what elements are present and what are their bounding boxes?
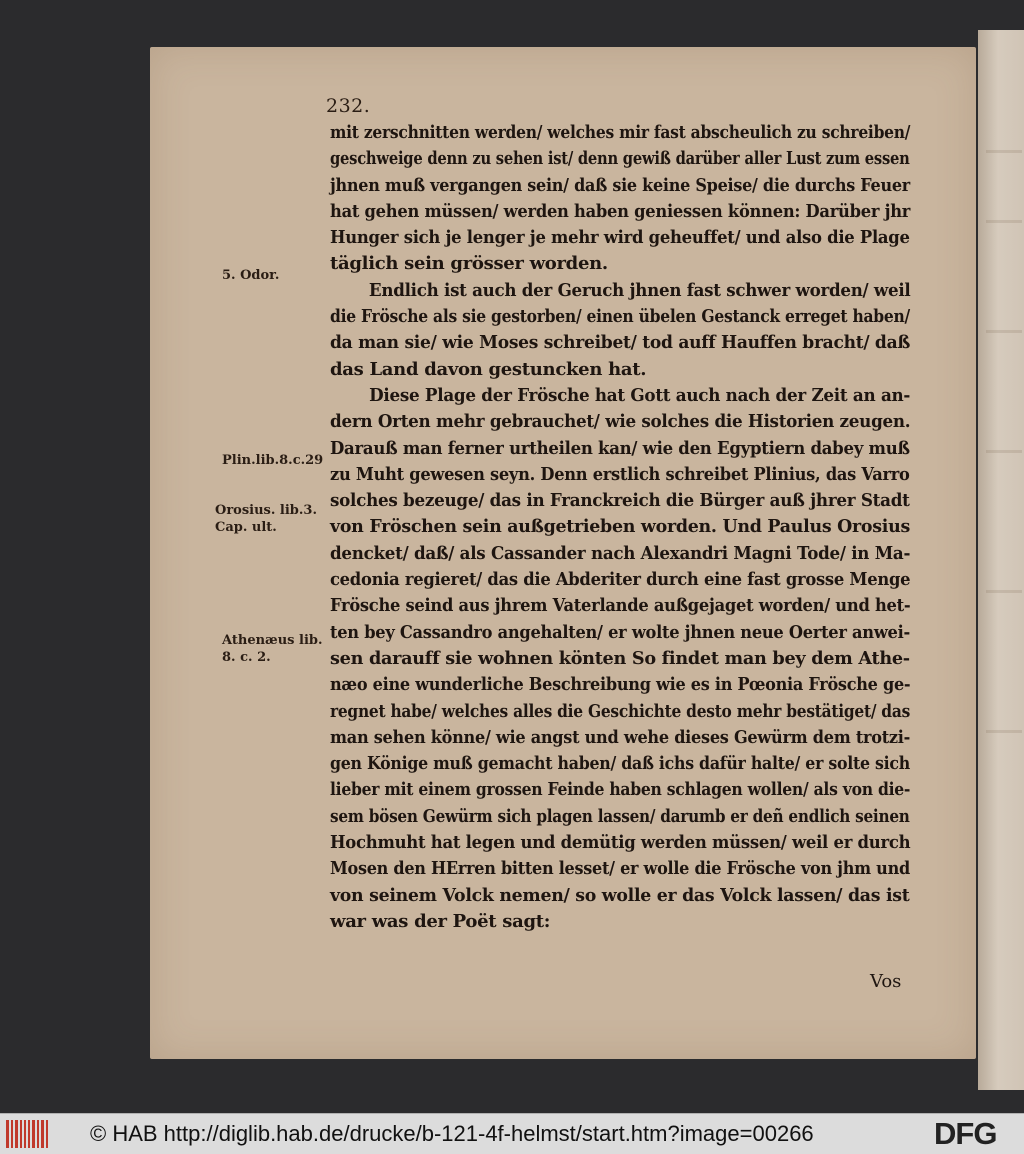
text-line: Hunger sich je lenger je mehr wird geheuffet/ und also die Plage	[330, 227, 910, 249]
bleed-mark	[986, 590, 1022, 593]
text-line: dern Orten mehr gebrauchet/ wie solches die Historien zeugen.	[330, 411, 911, 433]
text-line: dencket/ daß/ als Cassander nach Alexandri Magni Tode/ in Ma-	[330, 542, 911, 564]
text-line: von Fröschen sein außgetrieben worden. Und Paulus Orosius	[330, 516, 910, 538]
text-line: Frösche seind aus jhrem Vaterlande außgejaget worden/ und het-	[330, 595, 911, 617]
main-text-block	[330, 120, 910, 935]
text-line: cedonia regieret/ das die Abderiter durch eine fast grosse Menge	[330, 569, 911, 591]
text-line: solches bezeuge/ das in Franckreich die Bürger auß jhrer Stadt	[330, 490, 910, 512]
text-line: ten bey Cassandro angehalten/ er wolte jhnen neue Oerter anwei-	[330, 621, 910, 643]
bleed-mark	[986, 450, 1022, 453]
margin-note-odor: 5. Odor.	[222, 268, 280, 283]
text-line: zu Muht gewesen seyn. Denn erstlich schreibet Plinius, das Varro	[330, 463, 910, 485]
hab-logo-icon	[6, 1120, 48, 1148]
next-page-edge	[978, 30, 1024, 1090]
text-line: Darauß man ferner urtheilen kan/ wie den Egyptiern dabey muß	[330, 437, 910, 459]
bleed-mark	[986, 150, 1022, 153]
text-line: man sehen könne/ wie angst und wehe dieses Gewürm dem trotzi-	[330, 726, 911, 748]
text-line: jhnen muß vergangen sein/ daß sie keine Speise/ die durchs Feuer	[330, 174, 910, 196]
catchword: Vos	[870, 971, 902, 992]
text-line: Mosen den HErren bitten lesset/ er wolle die Frösche von jhm und	[330, 858, 910, 880]
bleed-mark	[986, 330, 1022, 333]
text-line: Endlich ist auch der Geruch jhnen fast schwer worden/ weil	[368, 279, 911, 301]
text-line: täglich sein grösser worden.	[330, 253, 608, 275]
text-line: mit zerschnitten werden/ welches mir fast abscheulich zu schreiben/	[330, 122, 911, 143]
text-line: war was der Poët sagt:	[330, 910, 551, 932]
page-number: 232.	[326, 95, 371, 117]
text-line: regnet habe/ welches alles die Geschichte desto mehr bestätiget/ das	[330, 700, 911, 722]
text-line: geschweige denn zu sehen ist/ denn gewiß darüber aller Lust zum essen	[330, 148, 910, 170]
viewer-footer	[0, 1113, 1024, 1154]
text-line: Diese Plage der Frösche hat Gott auch nach der Zeit an an-	[369, 384, 911, 406]
text-line: da man sie/ wie Moses schreibet/ tod auff Hauffen bracht/ daß	[330, 332, 911, 354]
text-line: Hochmuht hat legen und demütig werden müssen/ weil er durch	[330, 832, 911, 854]
text-line: lieber mit einem grossen Feinde haben schlagen wollen/ als von die-	[330, 779, 911, 801]
dfg-logo: DFG	[934, 1116, 997, 1151]
text-line: gen Könige muß gemacht haben/ daß ichs dafür halte/ er solte sich	[330, 753, 910, 775]
bleed-mark	[986, 730, 1022, 733]
margin-note-orosius: Orosius. lib.3. Cap. ult.	[215, 503, 317, 535]
text-line: næo eine wunderliche Beschreibung wie es in Pœonia Frösche ge-	[330, 674, 911, 696]
text-line: hat gehen müssen/ werden haben geniessen können: Darüber jhr	[330, 200, 911, 222]
margin-note-athenaeus: Athenæus lib. 8. c. 2.	[222, 633, 323, 665]
text-line: sen darauff sie wohnen könten So findet man bey dem Athe-	[330, 647, 910, 669]
text-line: von seinem Volck nemen/ so wolle er das Volck lassen/ das ist	[330, 884, 910, 906]
copyright-link[interactable]: © HAB http://diglib.hab.de/drucke/b-121-4f-helmst/start.htm?image=00266	[90, 1121, 814, 1146]
text-line: das Land davon gestuncken hat.	[330, 358, 647, 380]
text-line: die Frösche als sie gestorben/ einen übelen Gestanck erreget haben/	[330, 306, 910, 328]
book-page	[150, 47, 976, 1059]
margin-note-plinius: Plin.lib.8.c.29	[222, 453, 324, 468]
bleed-mark	[986, 220, 1022, 223]
text-line: sem bösen Gewürm sich plagen lassen/ darumb er deñ endlich seinen	[330, 805, 910, 827]
